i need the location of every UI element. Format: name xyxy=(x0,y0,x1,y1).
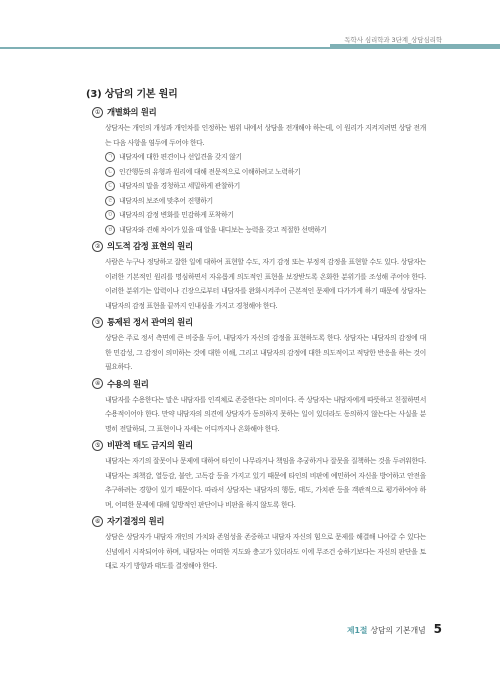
list-item-text: 내담자와 견해 차이가 있을 때 알을 내디보는 능력을 갖고 적절한 선택하기 xyxy=(119,225,327,234)
principle-title: 수용의 원리 xyxy=(107,378,149,389)
list-marker: ㄷ xyxy=(105,181,115,191)
list-item-text: 내담자의 보조에 맞추어 진행하기 xyxy=(119,196,213,205)
principle-4 xyxy=(92,378,426,437)
list-marker: ㅁ xyxy=(105,210,115,220)
list-marker: ㄱ xyxy=(105,152,115,162)
list-item xyxy=(105,165,426,180)
principle-number: ① xyxy=(92,107,103,118)
principle-number: ② xyxy=(92,241,103,252)
principle-number: ⑤ xyxy=(92,440,103,451)
principle-text: 상담자는 개인의 개성과 개인차를 인정하는 범위 내에서 상담을 전개해야 하는데, 이 원리가 지켜지려면 상담 전개는 다음 사항을 염두에 두어야 한다. xyxy=(105,124,426,147)
principles-list xyxy=(86,106,426,574)
principle-heading xyxy=(92,240,426,252)
list-item-text: 내담자의 감정 변화를 민감하게 포착하기 xyxy=(119,211,234,219)
principle-text: 상담은 상담자가 내담자 개인의 가치와 존엄성을 존중하고 내담자 자신의 힘으로 문제를 해결해 나아갈 수 있다는 신념에서 시작되어야 하며, 내담자는 어떠한 지도와 충고가 있더라도 이에 무조건 승하기보다는 자신의 판단을 토대로 자기 방향과 태도를 결정해야 한다. xyxy=(105,533,426,570)
principle-1 xyxy=(92,106,426,237)
list-item-text: 인간행동의 유형과 원리에 대해 전문적으로 이해하려고 노력하기 xyxy=(119,167,301,176)
header-rule-band xyxy=(330,44,500,49)
list-item-text: 내담자에 대한 편견이나 선입견을 갖지 않기 xyxy=(119,153,242,161)
principle-text: 내담자를 수용한다는 말은 내담자를 인격체로 존중한다는 의미이다. 즉 상담자는 내담자에게 따뜻하고 친절하면서 수용적이어야 한다. 만약 내담자의 의견에 상담자가 동의하지 못하는 일이 있더라도 동의하지 않는다는 사실을 분명히 전달하되, 그 표현이나 자세는 어디까지나 온화해야 한다. xyxy=(105,395,426,433)
principle-5 xyxy=(92,439,426,512)
principle-title: 개별화의 원리 xyxy=(107,107,157,117)
principle-text: 상담은 주로 정서 측면에 큰 비중을 두어, 내담자가 자신의 감정을 표현하도록 한다. 상담자는 내담자의 감정에 대한 민감성, 그 감정이 의미하는 것에 대한 이해, 그리고 내담자의 감정에 대한 의도적이고 적당한 반응을 하는 것이 필요하다. xyxy=(105,334,426,371)
list-item-text: 내담자의 말을 경청하고 세밀하게 관찰하기 xyxy=(119,182,240,190)
principle-heading xyxy=(92,378,426,390)
principle-text: 사람은 누구나 정당하고 잘한 일에 대하여 표현할 수도, 자기 감정 또는 부정적 감정을 표현할 수도 있다. 상담자는 이러한 기본적인 원리를 명심하면서 자유롭게 의도적인 표현을 보장받도록 온화한 분위기를 조성해 주어야 한다. 이러한 분위기는 압력이나 긴장으로부터 내담자를 완화시켜주어 근본적인 문제에 다가가게 하기 때문에 상담자는 내담자의 감정 표현을 끝까지 인내심을 가지고 경청해야 한다. xyxy=(105,258,426,310)
footer-chapter-title: 상담의 기본개념 xyxy=(370,626,426,635)
principle-title: 통제된 정서 관여의 원리 xyxy=(107,317,193,327)
principle-2 xyxy=(92,240,426,313)
principle-heading xyxy=(92,439,426,451)
principle-number: ③ xyxy=(92,317,103,328)
principle-items xyxy=(105,150,426,237)
footer-chapter: 제1절 xyxy=(346,626,368,635)
page-footer xyxy=(347,622,442,636)
principle-heading xyxy=(92,515,426,527)
list-marker: ㄹ xyxy=(105,196,115,206)
page-content xyxy=(86,85,426,577)
header-rule xyxy=(0,47,500,49)
list-marker: ㄴ xyxy=(105,167,115,177)
running-head: 독학사 심리학과 3단계_상담심리학 xyxy=(344,36,442,44)
page-number: 5 xyxy=(433,622,442,636)
list-item xyxy=(105,223,426,238)
list-item xyxy=(105,194,426,209)
list-marker: ㅂ xyxy=(105,225,115,235)
principle-title: 의도적 감정 표현의 원리 xyxy=(107,241,193,251)
principle-number: ④ xyxy=(92,378,103,389)
list-item xyxy=(105,208,426,223)
principle-heading xyxy=(92,316,426,328)
list-item xyxy=(105,150,426,165)
principle-title: 비판적 태도 금지의 원리 xyxy=(107,440,193,450)
principle-title: 자기결정의 원리 xyxy=(107,516,165,526)
principle-heading xyxy=(92,106,426,118)
principle-number: ⑥ xyxy=(92,516,103,527)
principle-3 xyxy=(92,316,426,375)
principle-6 xyxy=(92,515,426,574)
section-title: (3) 상담의 기본 원리 xyxy=(86,89,178,100)
list-item xyxy=(105,179,426,194)
principle-text: 내담자는 자기의 잘못이나 문제에 대하여 타인이 나무라거나 책임을 추궁하거나 잘못을 질책하는 것을 두려워한다. 내담자는 죄책감, 열등감, 불안, 고독감 등을 가지고 있기 때문에 타인의 비판에 예민하여 자신을 방어하고 안전을 추구하려는 경향이 있기 때문이다. 따라서 상담자는 내담자의 행동, 태도, 가치관 등을 객관적으로 평가하여야 하며, 어떠한 문제에 대해 일방적인 판단이나 비판을 하지 않도록 한다. xyxy=(105,457,426,509)
